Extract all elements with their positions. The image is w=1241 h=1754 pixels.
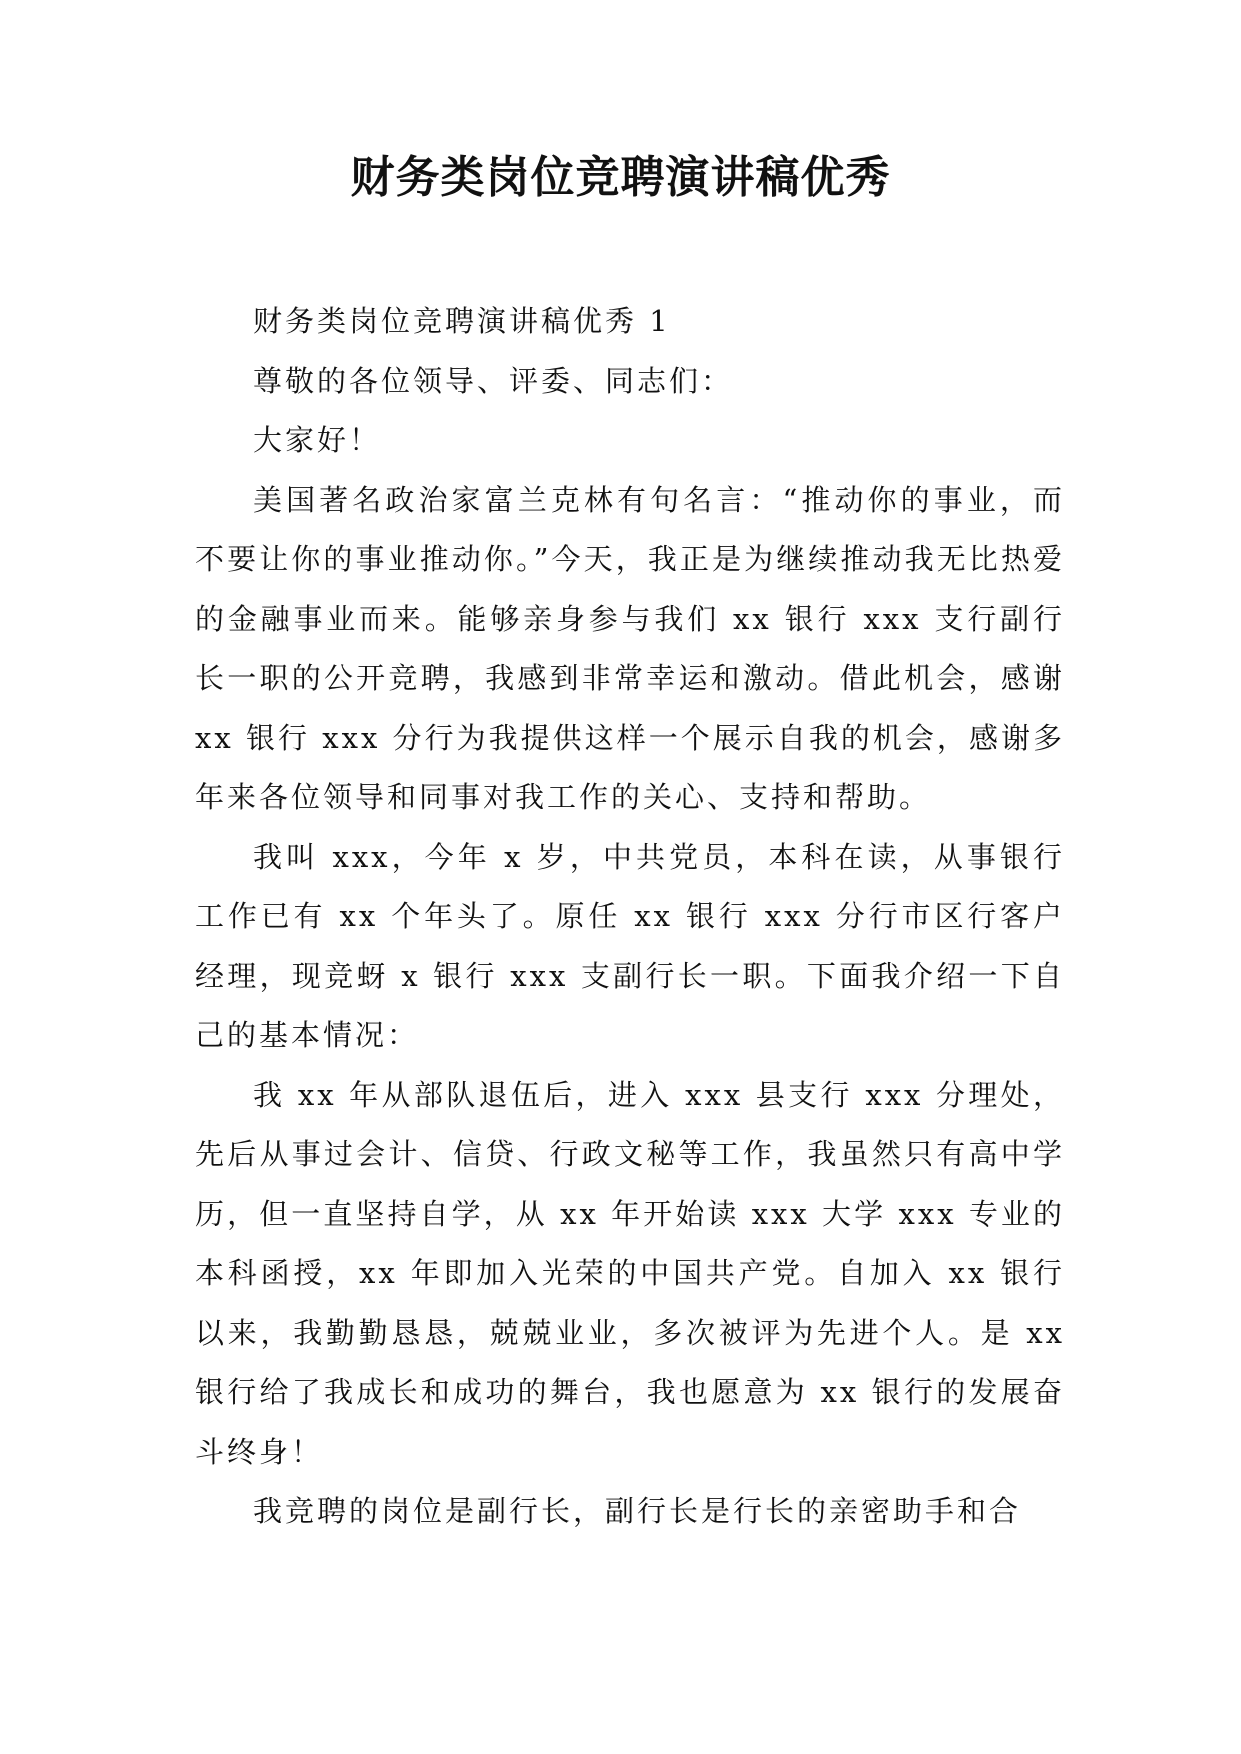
body-paragraph: 我叫 xxx，今年 x 岁，中共党员，本科在读，从事银行工作已有 xx 个年头了。原任 xx 银行 xxx 分行市区行客户经理，现竞蚜 x 银行 xxx 支副行长一职。下面我介绍一下自己的基本情况：	[195, 839, 1065, 1052]
body-paragraph: 美国著名政治家富兰克林有句名言：“推动你的事业，而不要让你的事业推动你。”今天，我正是为继续推动我无比热爱的金融事业而来。能够亲身参与我们 xx 银行 xxx 支行副行长一职的公开竞聘，我感到非常幸运和激动。借此机会，感谢 xx 银行 xxx 分行为我提供这样一个展示自我的机会，感谢多年来各位领导和同事对我工作的关心、支持和帮助。	[195, 482, 1065, 814]
document-title: 财务类岗位竞聘演讲稿优秀	[350, 152, 891, 203]
subtitle-line: 财务类岗位竞聘演讲稿优秀 1	[253, 304, 671, 338]
salutation: 尊敬的各位领导、评委、同志们：	[253, 363, 734, 398]
body-paragraph: 我 xx 年从部队退伍后，进入 xxx 县支行 xxx 分理处，先后从事过会计、信贷、行政文秘等工作，我虽然只有高中学历，但一直坚持自学，从 xx 年开始读 xxx 大学 xxx 专业的本科函授，xx 年即加入光荣的中国共产党。自加入 xx 银行以来，我勤勤恳恳，兢兢业业，多次被评为先进个人。是 xx 银行给了我成长和成功的舞台，我也愿意为 xx 银行的发展奋斗终身！	[195, 1077, 1065, 1469]
greeting: 大家好！	[253, 423, 382, 457]
body-paragraph: 我竞聘的岗位是副行长，副行长是行长的亲密助手和合	[253, 1494, 1022, 1528]
document-body	[195, 292, 1065, 1542]
